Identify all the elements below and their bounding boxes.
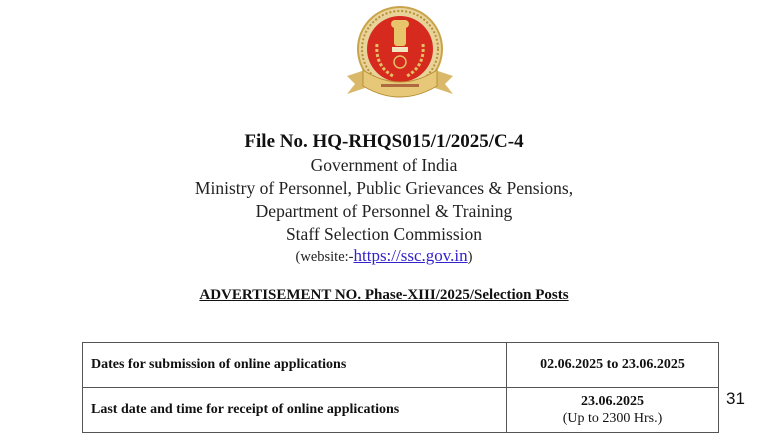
table-row [83, 343, 719, 388]
dates-table [82, 342, 719, 433]
advertisement-title: ADVERTISEMENT NO. Phase-XIII/2025/Selection Posts [199, 287, 569, 303]
last-date: 23.06.2025 [581, 393, 644, 409]
row-value [507, 343, 719, 388]
commission-line: Staff Selection Commission [285, 224, 483, 244]
page-number: 31 [726, 389, 745, 408]
table-row [83, 388, 719, 433]
website-suffix: ) [467, 249, 473, 265]
last-time: (Up to 2300 Hrs.) [562, 410, 663, 426]
ssc-emblem-logo [343, 4, 457, 104]
ministry-line: Ministry of Personnel, Public Grievances & Pensions, [194, 178, 574, 198]
submission-dates: 02.06.2025 to 23.06.2025 [540, 357, 685, 372]
department-line: Department of Personnel & Training [255, 201, 513, 221]
row-label: Dates for submission of online applications [83, 343, 507, 388]
website-link[interactable]: https://ssc.gov.in [353, 246, 468, 265]
row-value [507, 388, 719, 433]
file-number: File No. HQ-RHQS015/1/2025/C-4 [244, 131, 524, 152]
website-prefix: (website:- [295, 249, 354, 265]
row-label: Last date and time for receipt of online applications [83, 388, 507, 433]
government-line: Government of India [310, 155, 458, 175]
website-line [0, 246, 768, 266]
